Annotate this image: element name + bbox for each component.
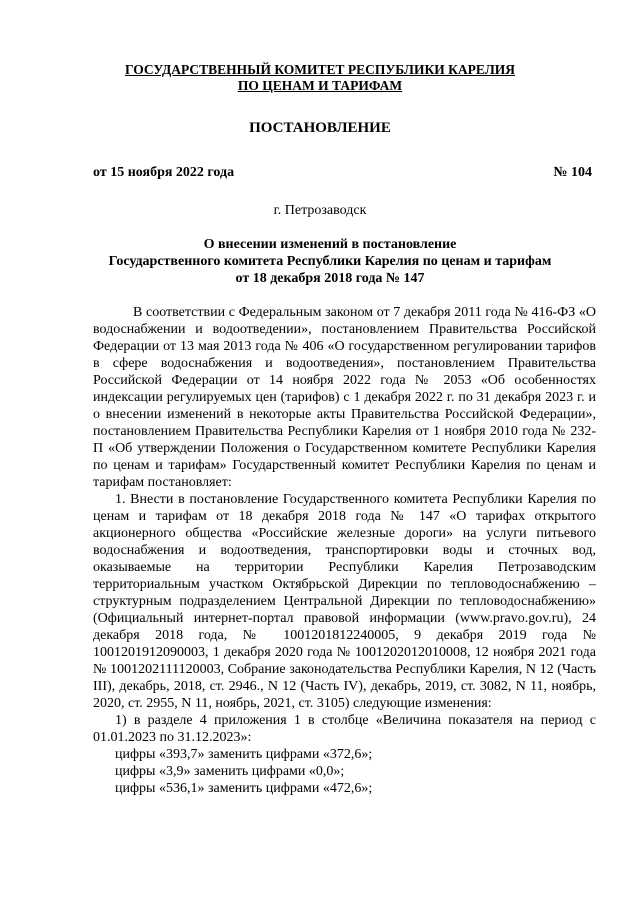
title-line2: Государственного комитета Республики Карелия по ценам и тарифам bbox=[108, 254, 552, 269]
subitem-1-paragraph: 1) в разделе 4 приложения 1 в столбце «Величина показателя на период с 01.01.2023 по 31.12.2023»: bbox=[93, 713, 596, 745]
doc-title bbox=[60, 236, 600, 287]
title-line1: О внесении изменений в постановление bbox=[203, 237, 457, 252]
doc-number: № 104 bbox=[553, 165, 592, 180]
org-name-line1: ГОСУДАРСТВЕННЫЙ КОМИТЕТ РЕСПУБЛИКИ КАРЕЛИЯ bbox=[124, 62, 516, 77]
preamble-paragraph: В соответствии с Федеральным законом от 7 декабря 2011 года № 416-ФЗ «О водоснабжении и водоотведении», постановлением Правительства Российской Федерации от 13 мая 2013 года № 406 «О государственном регулировании тарифов в сфере водоснабжения и водоотведения», постановлением Правительства Российской Федерации от 14 ноября 2022 года № 2053 «Об особенностях индексации регулируемых цен (тарифов) с 1 декабря 2022 г. по 31 декабря 2023 г. и о внесении изменений в некоторые акты Правительства Российской Федерации», постановлением Правительства Республики Карелия от 1 ноября 2010 года № 232-П «Об утверждении Положения о Государственном комитете Республики Карелия по ценам и тарифам» Государственный комитет Республики Карелия по ценам и тарифам постановляет: bbox=[93, 305, 596, 490]
item-1-paragraph: 1. Внести в постановление Государственного комитета Республики Карелия по ценам и тарифам от 18 декабря 2018 года № 147 «О тарифах открытого акционерного общества «Российские железные дороги» на услуги питьевого водоснабжения и водоотведения, транспортировки воды и сточных вод, оказываемые на территории Республики Карелия Петрозаводским территориальным участком Октябрьской Дирекции по тепловодоснабжению – структурным подразделением Центральной Дирекции по тепловодоснабжению» (Официальный интернет-портал правовой информации (www.pravo.gov.ru), 24 декабря 2018 года, № 1001201812240005, 9 декабря 2019 года № 1001201912090003, 1 декабря 2020 года № 1001202012010008, 12 ноября 2021 года № 1001202111120003, Собрание законодательства Республики Карелия, N 12 (Часть III), декабрь, 2018, ст. 2946., N 12 (Часть IV), декабрь, 2019, ст. 3082, N 11, ноябрь, 2020, ст. 2955, N 11, ноябрь, 2021, ст. 3105) следующие изменения: bbox=[93, 492, 596, 711]
org-name-line2: ПО ЦЕНАМ И ТАРИФАМ bbox=[237, 78, 403, 93]
doc-type-heading: ПОСТАНОВЛЕНИЕ bbox=[249, 120, 391, 136]
doc-date: от 15 ноября 2022 года bbox=[93, 165, 235, 180]
doc-city: г. Петрозаводск bbox=[273, 203, 367, 218]
change-line: цифры «393,7» заменить цифрами «372,6»; bbox=[115, 747, 373, 762]
change-line: цифры «536,1» заменить цифрами «472,6»; bbox=[115, 781, 373, 796]
doc-body bbox=[93, 304, 596, 797]
change-line: цифры «3,9» заменить цифрами «0,0»; bbox=[115, 764, 345, 779]
title-line3: от 18 декабря 2018 года № 147 bbox=[235, 271, 425, 286]
